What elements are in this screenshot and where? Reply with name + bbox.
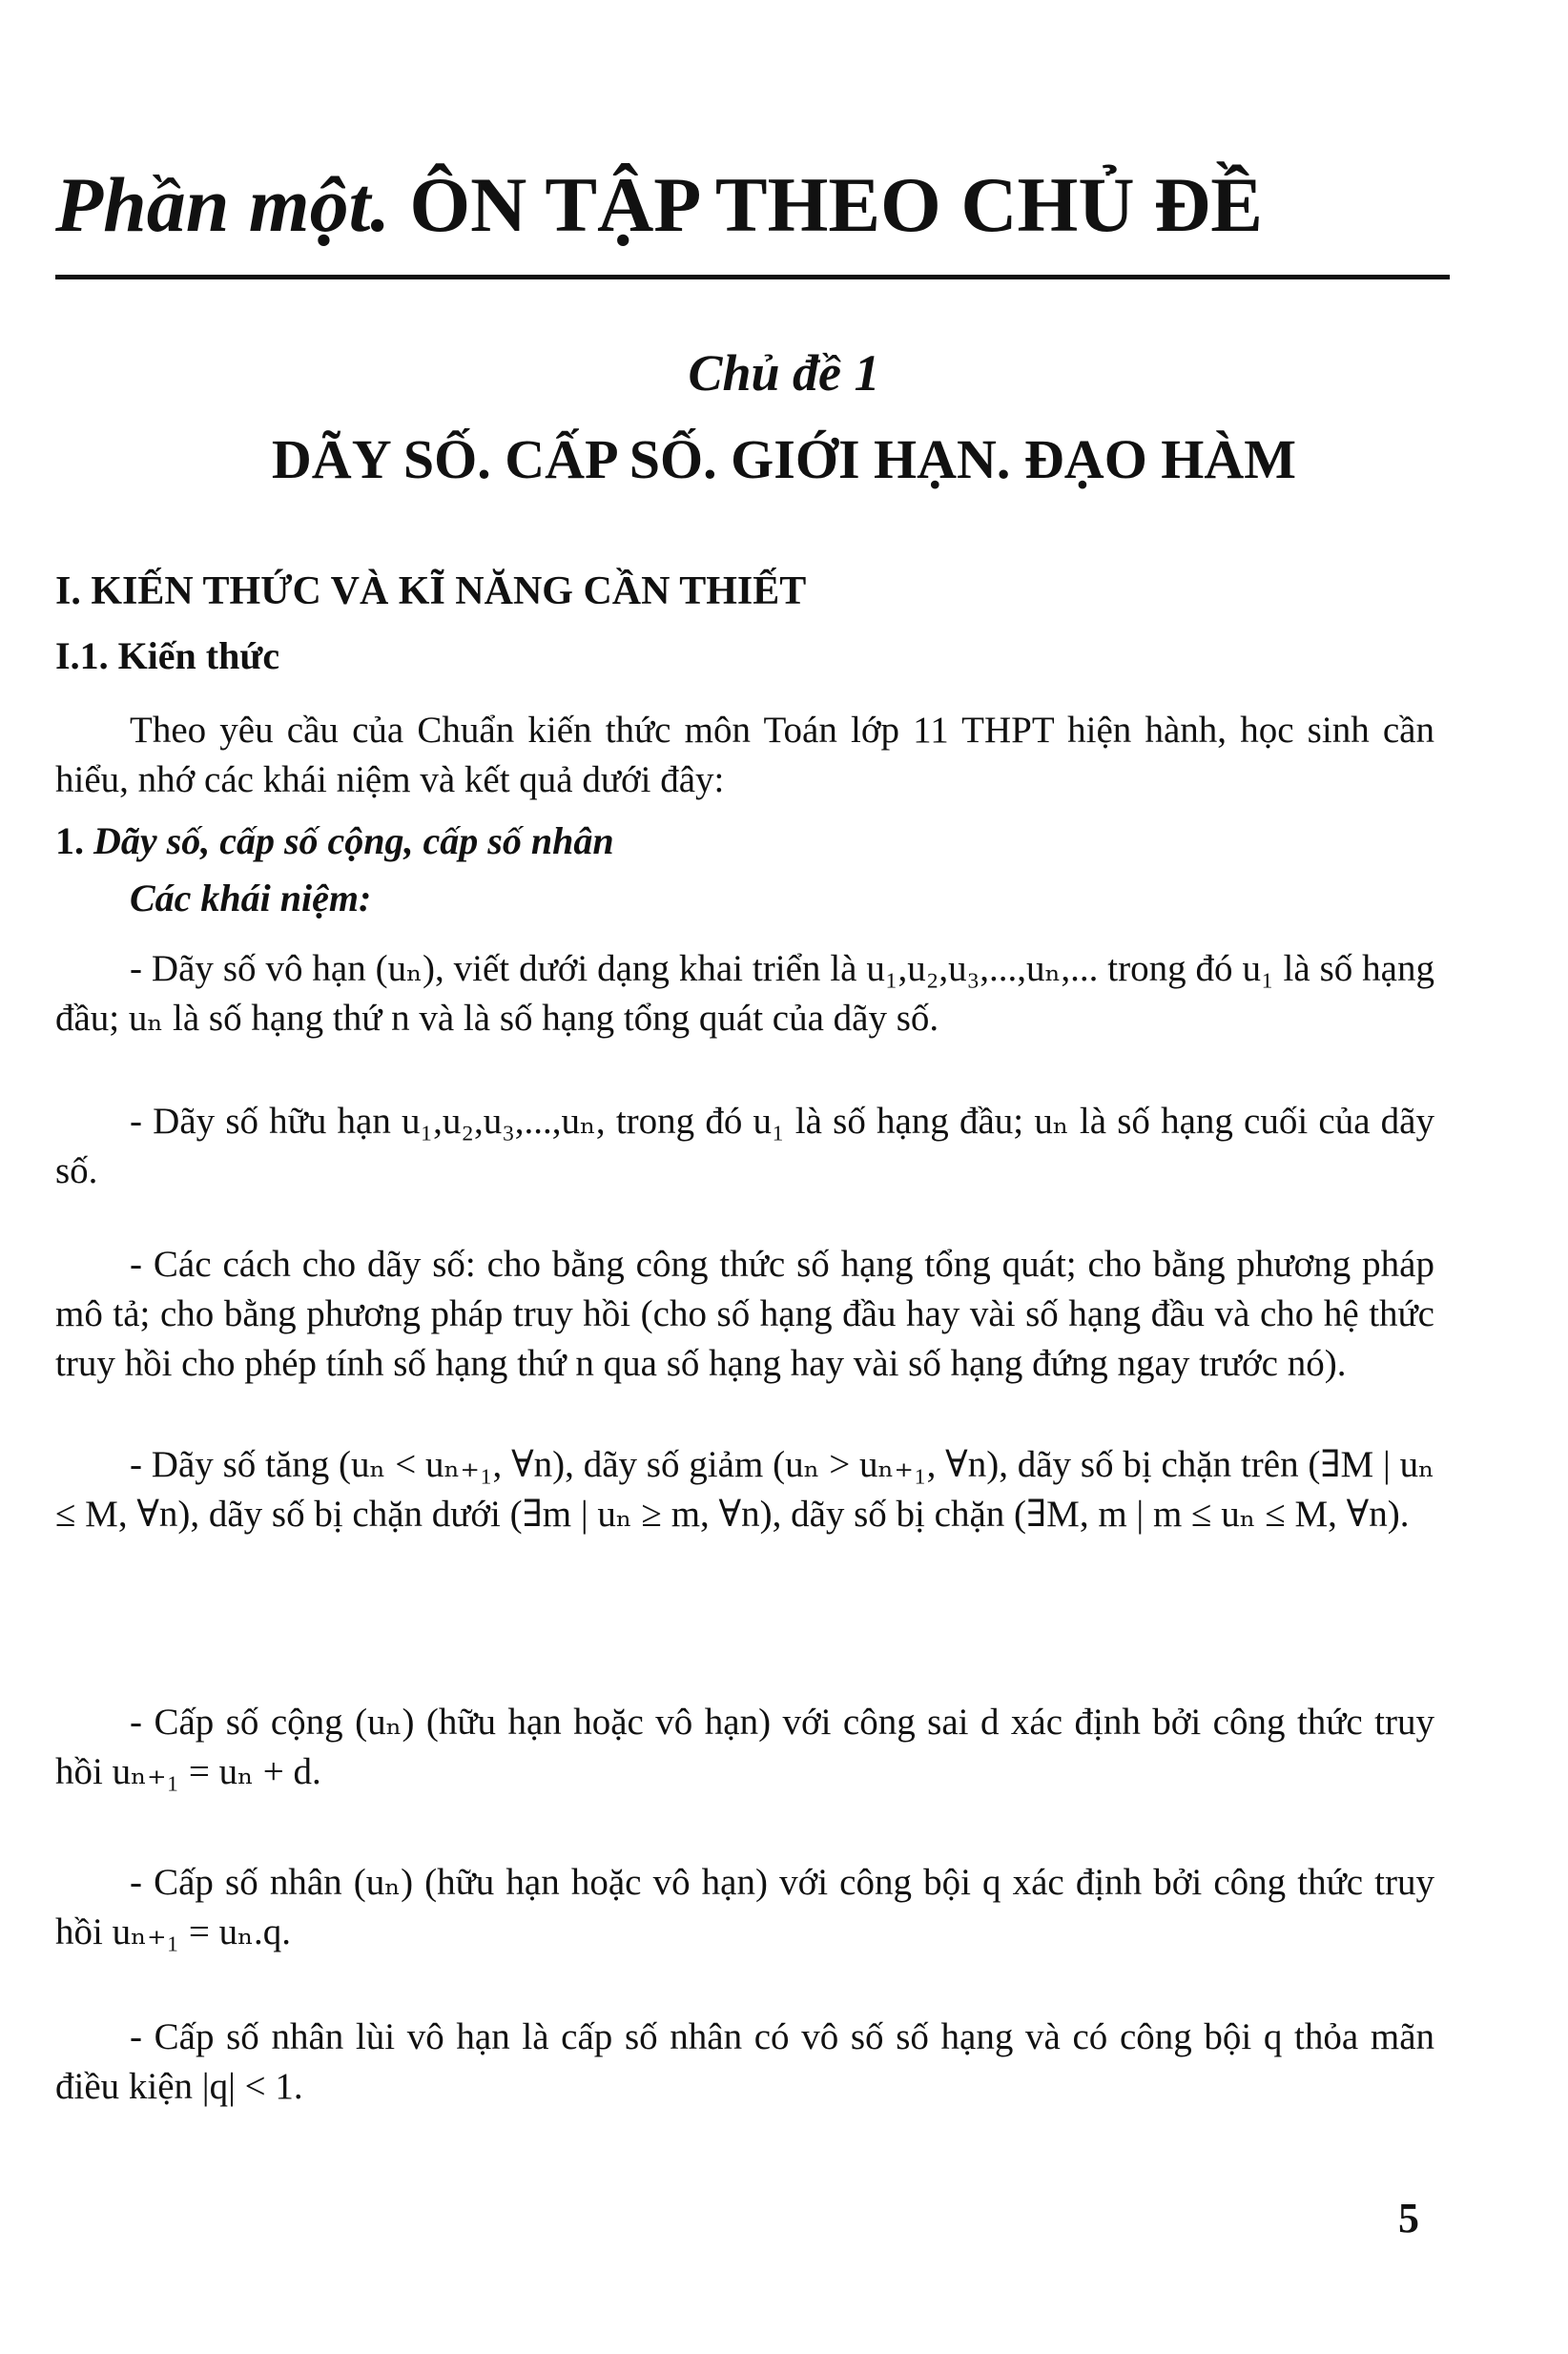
item-7-text: - Cấp số nhân lùi vô hạn là cấp số nhân có vô số số hạng và có công bội q thỏa mãn điều kiện |q| < 1.	[55, 2016, 1434, 2107]
section-heading: I. KIẾN THỨC VÀ KĨ NĂNG CẦN THIẾT	[55, 569, 807, 613]
item-6	[55, 1858, 1434, 1957]
item-7	[55, 2013, 1434, 2112]
item-3-text: - Các cách cho dãy số: cho bằng công thức số hạng tổng quát; cho bằng phương pháp mô tả; cho bằng phương pháp truy hồi (cho số hạng đầu hay vài số hạng đầu và cho hệ thức truy hồi cho phép tính số hạng thứ n qua số hạng hay vài số hạng đứng ngay trước nó).	[55, 1244, 1434, 1384]
chapter-label: Chủ đề 1	[688, 344, 880, 402]
chapter-title: DÃY SỐ. CẤP SỐ. GIỚI HẠN. ĐẠO HÀM	[271, 428, 1297, 490]
page-number: 5	[1398, 2195, 1419, 2241]
topic-number: 1.	[55, 819, 84, 862]
item-1	[55, 944, 1434, 1043]
item-2	[55, 1097, 1434, 1196]
item-4-text: - Dãy số tăng (uₙ < uₙ₊₁, ∀n), dãy số giảm (uₙ > uₙ₊₁, ∀n), dãy số bị chặn trên (∃M | uₙ ≤ M, ∀n), dãy số bị chặn dưới (∃m | uₙ ≥ m, ∀n), dãy số bị chặn (∃M, m | m ≤ uₙ ≤ M, ∀n).	[55, 1444, 1434, 1535]
intro-text: Theo yêu cầu của Chuẩn kiến thức môn Toán lớp 11 THPT hiện hành, học sinh cần hiểu, nhớ các khái niệm và kết quả dưới đây:	[55, 710, 1434, 800]
item-2-text: - Dãy số hữu hạn u₁,u₂,u₃,...,uₙ, trong đó u₁ là số hạng đầu; uₙ là số hạng cuối của dãy số.	[55, 1101, 1434, 1191]
title-rule	[55, 275, 1450, 279]
item-6-text: - Cấp số nhân (uₙ) (hữu hạn hoặc vô hạn) với công bội q xác định bởi công thức truy hồi uₙ₊₁ = uₙ.q.	[55, 1862, 1434, 1952]
part-title	[55, 162, 1263, 248]
part-title-prefix: Phần một.	[55, 161, 390, 248]
part-title-main: ÔN TẬP THEO CHỦ ĐỀ	[409, 161, 1263, 248]
topic-heading	[55, 818, 614, 863]
intro-paragraph	[55, 706, 1434, 805]
item-3	[55, 1240, 1434, 1389]
concepts-label: Các khái niệm:	[130, 877, 372, 919]
item-1-text: - Dãy số vô hạn (uₙ), viết dưới dạng khai triển là u₁,u₂,u₃,...,uₙ,... trong đó u₁ là số hạng đầu; uₙ là số hạng thứ n và là số hạng tổng quát của dãy số.	[55, 948, 1434, 1039]
topic-title: Dãy số, cấp số cộng, cấp số nhân	[93, 819, 614, 862]
item-5-text: - Cấp số cộng (uₙ) (hữu hạn hoặc vô hạn) với công sai d xác định bởi công thức truy hồi uₙ₊₁ = uₙ + d.	[55, 1702, 1434, 1792]
item-5	[55, 1698, 1434, 1797]
section-subheading: I.1. Kiến thức	[55, 634, 280, 677]
item-4	[55, 1440, 1434, 1539]
